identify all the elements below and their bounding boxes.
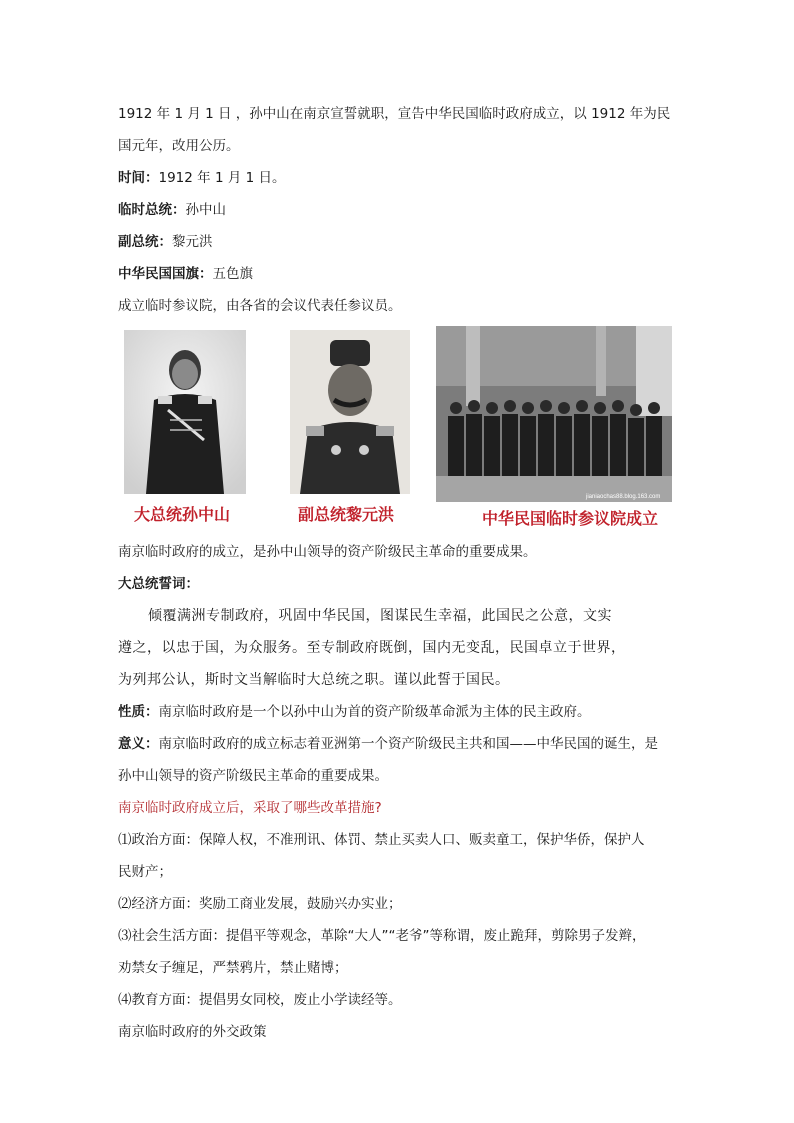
photo-watermark: jianiaochas88.blog.163.com <box>586 494 661 500</box>
fact-flag <box>118 258 678 290</box>
fact-value: 孙中山 <box>185 202 226 218</box>
nature-label: 性质： <box>118 704 159 720</box>
photo-strip <box>118 326 678 536</box>
photo-senate-group <box>436 326 672 502</box>
diplomacy-title: 南京临时政府的外交政策 <box>118 1024 267 1040</box>
reform-item: 民财产； <box>118 864 172 880</box>
intro-line-1: 1912 年 1 月 1 日 ，孙中山在南京宣誓就职，宣告中华民国临时政府成立，以 1912 年为民 <box>118 106 671 122</box>
senate-text: 成立临时参议院，由各省的会议代表任参议员。 <box>118 298 402 314</box>
oath-line: 倾覆满洲专制政府，巩固中华民国，图谋民生幸福，此国民之公意，文实 <box>148 608 612 624</box>
caption-sun: 大总统孙中山 <box>134 507 231 524</box>
significance-line-1 <box>118 728 678 760</box>
caption-li: 副总统黎元洪 <box>298 507 395 524</box>
reform-item: ⑷教育方面：提倡男女同校，废止小学读经等。 <box>118 992 402 1008</box>
portrait-li-yuanhong <box>290 330 410 494</box>
caption-senate: 中华民国临时参议院成立 <box>482 511 659 528</box>
achievement-text: 南京临时政府的成立，是孙中山领导的资产阶级民主革命的重要成果。 <box>118 544 537 560</box>
reform-item: ⑴政治方面：保障人权，不准刑讯、体罚、禁止买卖人口、贩卖童工，保护华侨，保护人 <box>118 832 645 848</box>
significance-label: 意义： <box>118 736 159 752</box>
fact-president <box>118 194 678 226</box>
significance-line-2: 孙中山领导的资产阶级民主革命的重要成果。 <box>118 768 388 784</box>
fact-value: 黎元洪 <box>172 234 213 250</box>
reform-question: 南京临时政府成立后，采取了哪些改革措施? <box>118 800 382 816</box>
fact-value: 五色旗 <box>212 266 253 282</box>
nature-value: 南京临时政府是一个以孙中山为首的资产阶级革命派为主体的民主政府。 <box>158 704 591 720</box>
oath-line: 为列邦公认，斯时文当解临时大总统之职。谨以此誓于国民。 <box>118 672 510 688</box>
oath-line: 遵之，以忠于国，为众服务。至专制政府既倒，国内无变乱，民国卓立于世界， <box>118 640 626 656</box>
oath-body <box>118 600 678 696</box>
portrait-sun-yatsen <box>124 330 246 494</box>
intro-line-2: 国元年，改用公历。 <box>118 138 240 154</box>
fact-label: 临时总统： <box>118 202 186 218</box>
significance-value: 南京临时政府的成立标志着亚洲第一个资产阶级民主共和国——中华民国的诞生，是 <box>158 736 658 752</box>
fact-label: 副总统： <box>118 234 172 250</box>
fact-label: 时间： <box>118 170 159 186</box>
reform-item: 劝禁女子缠足，严禁鸦片，禁止赌博； <box>118 960 348 976</box>
fact-time <box>118 162 678 194</box>
fact-label: 中华民国国旗： <box>118 266 213 282</box>
reform-item: ⑶社会生活方面：提倡平等观念，革除“大人”“老爷”等称谓，废止跪拜，剪除男子发辫， <box>118 928 646 944</box>
reform-item: ⑵经济方面：奖励工商业发展，鼓励兴办实业； <box>118 896 402 912</box>
document-page <box>118 98 678 1048</box>
nature-line <box>118 696 678 728</box>
fact-value: 1912 年 1 月 1 日。 <box>158 170 286 186</box>
oath-title: 大总统誓词： <box>118 576 199 592</box>
fact-vice-president <box>118 226 678 258</box>
